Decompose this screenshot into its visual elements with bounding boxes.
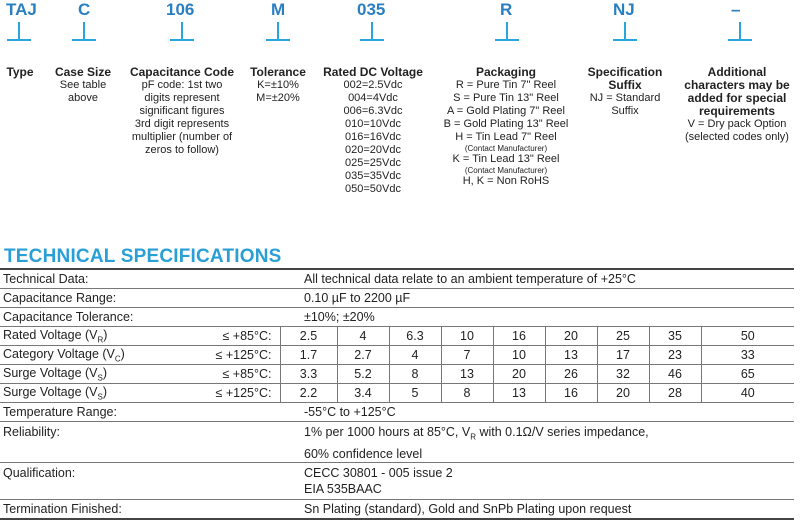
voltage-cell: 28 — [649, 384, 701, 403]
voltage-cell: 2.2 — [280, 384, 337, 403]
col-additional-heading: requirements — [698, 104, 776, 118]
col-voltage-line: 010=10Vdc — [345, 118, 401, 130]
code-case-size: C — [78, 0, 91, 19]
col-packaging-line: H = Tin Lead 7" Reel — [455, 131, 557, 143]
col-capacitance-line: multiplier (number of — [131, 131, 233, 143]
row-technical-data — [0, 269, 794, 289]
row-value: ±10%; ±20% — [280, 308, 794, 327]
voltage-cell: 4 — [337, 327, 389, 346]
col-packaging-line: B = Gold Plating 13" Reel — [443, 118, 569, 130]
row-capacitance-range — [0, 289, 794, 308]
col-capacitance-line: digits represent — [144, 92, 220, 104]
col-packaging — [434, 66, 578, 188]
col-suffix-line: NJ = Standard — [589, 92, 661, 104]
col-capacitance-line: zeros to follow) — [145, 144, 219, 156]
col-tolerance — [246, 66, 310, 105]
voltage-cell: 8 — [389, 365, 441, 384]
voltage-cell: 16 — [493, 327, 545, 346]
col-capacitance-heading: Capacitance Code — [129, 65, 235, 79]
col-voltage-line: 002=2.5Vdc — [343, 79, 403, 91]
row-label: Technical Data: — [0, 269, 208, 289]
col-additional-line: V = Dry pack Option — [687, 118, 787, 130]
row-value: 1% per 1000 hours at 85°C, $V_R$ with 0.1Ω/V series impedance, 60% confidence level — [280, 422, 794, 463]
col-voltage-line: 025=25Vdc — [345, 157, 401, 169]
col-tolerance-line: M=±20% — [256, 92, 300, 104]
voltage-cell: 3.3 — [280, 365, 337, 384]
voltage-cell: 16 — [545, 384, 597, 403]
row-label: Surge Voltage $(V_S)$ — [0, 365, 208, 384]
col-specification-suffix — [582, 66, 668, 118]
voltage-cell: 20 — [493, 365, 545, 384]
row-label: Rated Voltage $(V_R)$ — [0, 327, 208, 346]
row-value: CECC 30801 - 005 issue 2 EIA 535BAAC — [280, 462, 794, 499]
col-capacitance-line: pF code: 1st two — [141, 79, 223, 91]
code-packaging: R — [500, 0, 513, 19]
col-packaging-line: A = Gold Plating 7" Reel — [447, 105, 565, 117]
col-packaging-heading: Packaging — [475, 65, 537, 79]
voltage-cell: 25 — [597, 327, 649, 346]
voltage-cell: 8 — [441, 384, 493, 403]
voltage-cell: 40 — [701, 384, 794, 403]
row-label: Termination Finished: — [0, 499, 208, 519]
row-label: Category Voltage $(V_C)$ — [0, 346, 208, 365]
voltage-cell: 4 — [389, 346, 441, 365]
voltage-cell: 32 — [597, 365, 649, 384]
row-condition: ≤ +125°C: — [208, 346, 280, 365]
voltage-cell: 5 — [389, 384, 441, 403]
row-label: Surge Voltage $(V_S)$ — [0, 384, 208, 403]
voltage-cell: 6.3 — [389, 327, 441, 346]
voltage-cell: 23 — [649, 346, 701, 365]
voltage-cell: 5.2 — [337, 365, 389, 384]
row-value: 0.10 µF to 2200 µF — [280, 289, 794, 308]
row-value: Sn Plating (standard), Gold and SnPb Plating upon request — [280, 499, 794, 519]
col-capacitance-code — [124, 66, 240, 157]
col-packaging-line: K = Tin Lead 13" Reel — [452, 153, 560, 165]
code-suffix: NJ — [613, 0, 635, 19]
col-tolerance-heading: Tolerance — [250, 65, 306, 79]
voltage-cell: 20 — [597, 384, 649, 403]
col-voltage-line: 020=20Vdc — [345, 144, 401, 156]
voltage-cell: 13 — [493, 384, 545, 403]
col-type-heading: Type — [6, 65, 34, 79]
code-additional: – — [731, 0, 741, 19]
col-capacitance-line: 3rd digit represents — [134, 118, 230, 130]
col-suffix-line: Suffix — [611, 105, 639, 117]
voltage-cell: 10 — [441, 327, 493, 346]
col-case-size — [48, 66, 118, 105]
col-case-size-line: above — [68, 92, 98, 104]
row-label: Capacitance Range: — [0, 289, 208, 308]
voltage-cell: 3.4 — [337, 384, 389, 403]
code-capacitance: 106 — [166, 0, 195, 19]
col-capacitance-line: significant figures — [139, 105, 225, 117]
col-additional-heading: characters may be — [684, 78, 790, 92]
row-rated-voltage — [0, 327, 794, 346]
row-qualification — [0, 462, 794, 499]
code-tolerance: M — [271, 0, 286, 19]
voltage-cell: 2.7 — [337, 346, 389, 365]
code-voltage: 035 — [357, 0, 386, 19]
col-packaging-note: (Contact Manufacturer) — [464, 166, 548, 175]
voltage-cell: 10 — [493, 346, 545, 365]
voltage-cell: 33 — [701, 346, 794, 365]
tech-spec-title: TECHNICAL SPECIFICATIONS — [4, 246, 282, 267]
voltage-cell: 1.7 — [280, 346, 337, 365]
voltage-cell: 20 — [545, 327, 597, 346]
row-surge-voltage-125 — [0, 384, 794, 403]
col-additional-heading: added for special — [687, 91, 787, 105]
row-surge-voltage-85 — [0, 365, 794, 384]
voltage-cell: 35 — [649, 327, 701, 346]
row-category-voltage — [0, 346, 794, 365]
col-packaging-line: H, K = Non RoHS — [462, 175, 550, 187]
voltage-cell: 2.5 — [280, 327, 337, 346]
row-condition: ≤ +85°C: — [208, 365, 280, 384]
col-packaging-line: R = Pure Tin 7" Reel — [455, 79, 557, 91]
col-additional-line: (selected codes only) — [685, 131, 789, 143]
col-type — [0, 66, 40, 79]
row-condition: ≤ +125°C: — [208, 384, 280, 403]
voltage-cell: 46 — [649, 365, 701, 384]
row-temperature-range — [0, 403, 794, 422]
voltage-cell: 26 — [545, 365, 597, 384]
voltage-cell: 65 — [701, 365, 794, 384]
row-capacitance-tolerance — [0, 308, 794, 327]
voltage-cell: 13 — [441, 365, 493, 384]
voltage-cell: 7 — [441, 346, 493, 365]
col-tolerance-line: K=±10% — [257, 79, 299, 91]
col-voltage-line: 050=50Vdc — [345, 183, 401, 195]
row-label: Capacitance Tolerance: — [0, 308, 208, 327]
col-case-size-heading: Case Size — [54, 65, 112, 79]
col-suffix-heading: Specification — [587, 65, 663, 79]
col-case-size-line: See table — [59, 79, 107, 91]
col-rated-voltage — [318, 66, 428, 196]
col-voltage-line: 035=35Vdc — [345, 170, 401, 182]
row-value: All technical data relate to an ambient temperature of +25°C — [280, 269, 794, 289]
code-type: TAJ — [6, 0, 37, 19]
row-value: -55°C to +125°C — [280, 403, 794, 422]
voltage-cell: 13 — [545, 346, 597, 365]
voltage-cell: 50 — [701, 327, 794, 346]
col-suffix-heading: Suffix — [608, 78, 642, 92]
col-voltage-line: 004=4Vdc — [348, 92, 398, 104]
row-condition: ≤ +85°C: — [208, 327, 280, 346]
col-additional — [674, 66, 800, 144]
col-packaging-note: (Contact Manufacturer) — [464, 144, 548, 153]
tech-spec-table — [0, 268, 794, 520]
row-termination — [0, 499, 794, 519]
col-additional-heading: Additional — [707, 65, 767, 79]
voltage-cell: 17 — [597, 346, 649, 365]
col-packaging-line: S = Pure Tin 13" Reel — [453, 92, 559, 104]
row-reliability — [0, 422, 794, 463]
col-voltage-heading: Rated DC Voltage — [323, 65, 423, 79]
row-label: Qualification: — [0, 462, 208, 499]
col-voltage-line: 016=16Vdc — [345, 131, 401, 143]
col-voltage-line: 006=6.3Vdc — [343, 105, 403, 117]
row-label: Reliability: — [0, 422, 208, 463]
row-label: Temperature Range: — [0, 403, 208, 422]
